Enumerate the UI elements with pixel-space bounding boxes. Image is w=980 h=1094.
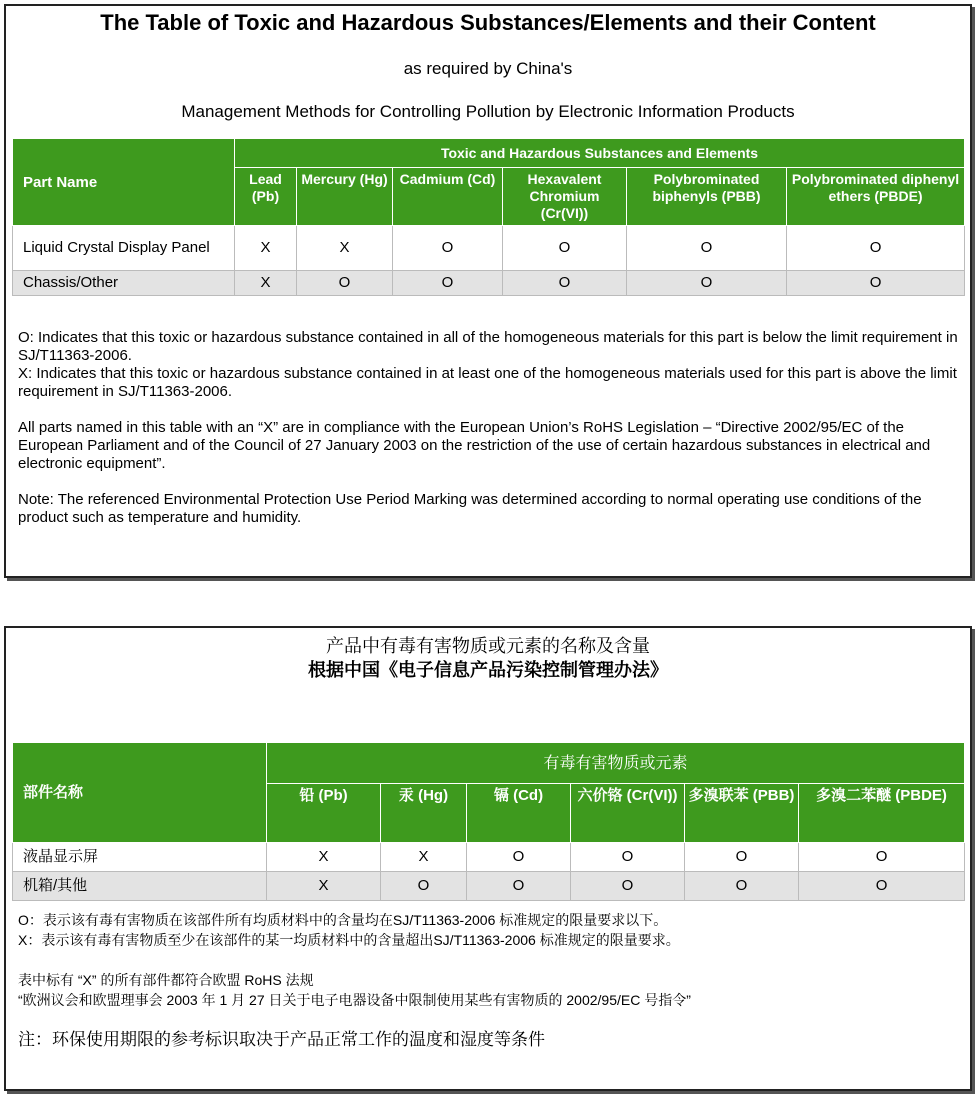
note-x: X: Indicates that this toxic or hazardous substance contained in at least one of the homogeneous materials used for this part is above the limit requirement in SJ/T11363-2006. — [18, 365, 957, 400]
note-rohs: All parts named in this table with an “X” are in compliance with the European Union’s RoHS Legislation – “Directive 2002/95/EC of the European Parliament and of the Council of 27 January 2003 on the restriction of the use of certain hazardous substances in electrical and electronic equipment”. — [18, 419, 931, 472]
substances-table — [12, 138, 965, 296]
value-cell: O — [571, 843, 685, 872]
value-cell: O — [799, 872, 965, 901]
cn-note-o: O：表示该有毒有害物质在该部件所有均质材料中的含量均在SJ/T11363-2006 标准规定的限量要求以下。 — [18, 912, 668, 928]
cn-part-name-header: 部件名称 — [13, 743, 267, 843]
cn-column-header-chromium: 六价铬 (Cr(VI)) — [571, 784, 685, 843]
column-header-pbb: Polybrominated biphenyls (PBB) — [627, 168, 787, 226]
value-cell: X — [235, 226, 297, 271]
column-header-mercury: Mercury (Hg) — [297, 168, 393, 226]
part-name-cell: 机箱/其他 — [13, 872, 267, 901]
table-row — [13, 271, 965, 296]
cn-column-header-pbde: 多溴二苯醚 (PBDE) — [799, 784, 965, 843]
table-row — [13, 843, 965, 872]
chinese-panel — [4, 626, 972, 1091]
cn-subtitle: 根据中国《电子信息产品污染控制管理办法》 — [308, 660, 668, 680]
part-name-cell: Liquid Crystal Display Panel — [13, 226, 235, 271]
value-cell: O — [381, 872, 467, 901]
column-header-lead: Lead (Pb) — [235, 168, 297, 226]
table-row — [13, 226, 965, 271]
value-cell: O — [503, 271, 627, 296]
part-name-cell: 液晶显示屏 — [13, 843, 267, 872]
cn-note-rohs-2: “欧洲议会和欧盟理事会 2003 年 1 月 27 日关于电子电器设备中限制使用某些有害物质的 2002/95/EC 号指令” — [18, 992, 691, 1008]
page-title: The Table of Toxic and Hazardous Substances/Elements and their Content — [100, 10, 876, 35]
cn-note-epup: 注：环保使用期限的参考标识取决于产品正常工作的温度和湿度等条件 — [18, 1030, 545, 1049]
cn-page-title: 产品中有毒有害物质或元素的名称及含量 — [326, 636, 650, 656]
cn-substances-table — [12, 742, 965, 901]
value-cell: O — [627, 271, 787, 296]
value-cell: O — [787, 226, 965, 271]
cn-substances-group-header: 有毒有害物质或元素 — [267, 743, 965, 784]
value-cell: O — [393, 226, 503, 271]
value-cell: X — [235, 271, 297, 296]
substances-group-header: Toxic and Hazardous Substances and Elements — [235, 139, 965, 168]
note-epup: Note: The referenced Environmental Protection Use Period Marking was determined according to normal operating use conditions of the product such as temperature and humidity. — [18, 491, 922, 526]
subtitle-line-2: Management Methods for Controlling Pollution by Electronic Information Products — [181, 102, 795, 121]
value-cell: X — [381, 843, 467, 872]
cn-column-header-mercury: 汞 (Hg) — [381, 784, 467, 843]
cn-column-header-pbb: 多溴联苯 (PBB) — [685, 784, 799, 843]
value-cell: O — [467, 872, 571, 901]
value-cell: O — [627, 226, 787, 271]
notes-section — [18, 329, 958, 527]
cn-note-rohs-1: 表中标有 “X” 的所有部件都符合欧盟 RoHS 法规 — [18, 972, 314, 988]
value-cell: O — [571, 872, 685, 901]
value-cell: X — [267, 843, 381, 872]
value-cell: X — [267, 872, 381, 901]
value-cell: O — [787, 271, 965, 296]
subtitle-line-1: as required by China's — [403, 59, 573, 78]
value-cell: O — [685, 872, 799, 901]
table-row — [13, 872, 965, 901]
column-header-pbde: Polybrominated diphenyl ethers (PBDE) — [787, 168, 965, 226]
part-name-cell: Chassis/Other — [13, 271, 235, 296]
value-cell: O — [685, 843, 799, 872]
value-cell: O — [393, 271, 503, 296]
value-cell: X — [297, 226, 393, 271]
value-cell: O — [799, 843, 965, 872]
value-cell: O — [503, 226, 627, 271]
cn-column-header-lead: 铅 (Pb) — [267, 784, 381, 843]
value-cell: O — [297, 271, 393, 296]
part-name-header: Part Name — [13, 139, 235, 226]
cn-note-x: X：表示该有毒有害物质至少在该部件的某一均质材料中的含量超出SJ/T11363-2006 标准规定的限量要求。 — [18, 932, 680, 948]
column-header-cadmium: Cadmium (Cd) — [393, 168, 503, 226]
english-panel — [4, 4, 972, 578]
cn-notes-section — [18, 910, 958, 1050]
note-o: O: Indicates that this toxic or hazardous substance contained in all of the homogeneous materials for this part is below the limit requirement in SJ/T11363-2006. — [18, 329, 958, 364]
cn-column-header-cadmium: 镉 (Cd) — [467, 784, 571, 843]
value-cell: O — [467, 843, 571, 872]
column-header-chromium: Hexavalent Chromium (Cr(VI)) — [503, 168, 627, 226]
